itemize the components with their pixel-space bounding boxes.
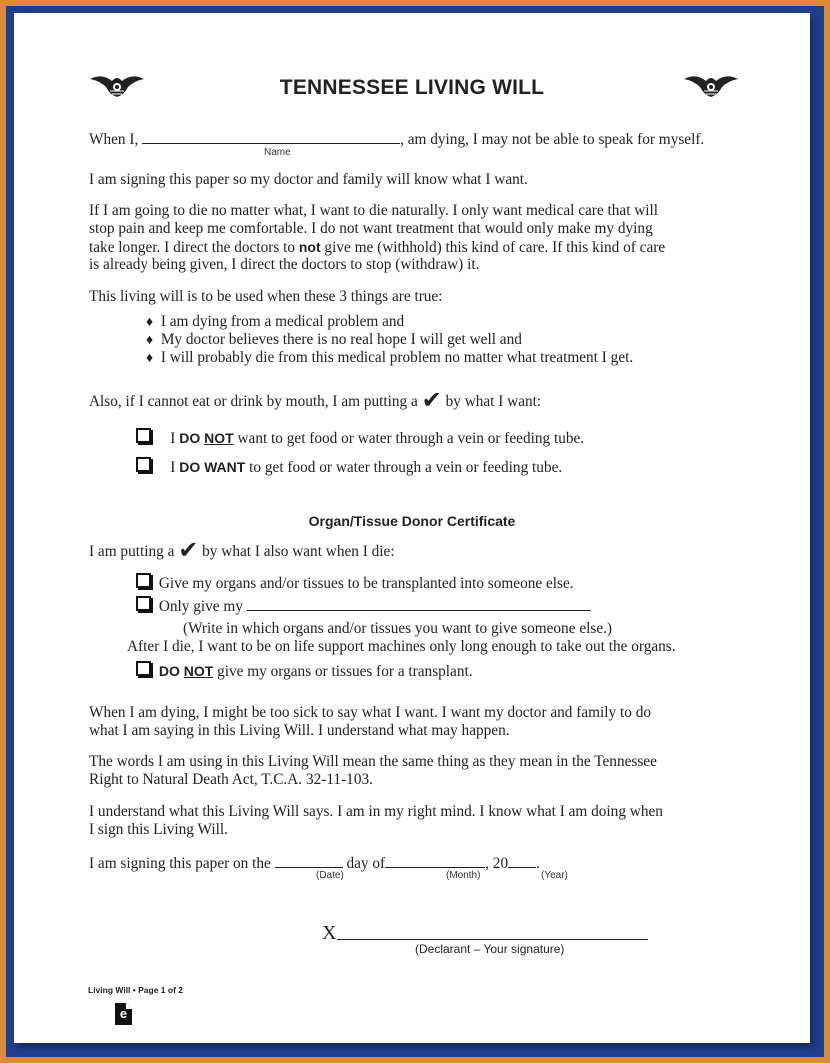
food-opt1-rest: want to get food or water through a vein or feeding tube. — [233, 430, 585, 447]
intro-dying: , am dying, I may not be able to speak for myself. — [400, 131, 705, 148]
checkbox-give-organs[interactable] — [136, 573, 151, 588]
checkmark-icon: ✔ — [178, 538, 199, 564]
signature-x: X — [322, 922, 337, 944]
donor-lead-pre: I am putting a — [89, 543, 179, 560]
condition-item — [146, 313, 404, 333]
do-emphasis: DO — [158, 663, 184, 679]
donor-lead — [89, 540, 395, 562]
food-lead-post: by what I want: — [441, 393, 542, 410]
checkbox-only-give[interactable] — [136, 596, 151, 611]
para-signing: I am signing this paper so my doctor and family will know what I want. — [89, 171, 528, 188]
donor-opt2-note: (Write in which organs and/or tissues you want to give someone else.) — [183, 620, 613, 637]
date-line-pre: I am signing this paper on the — [89, 855, 275, 872]
para-words-line2: Right to Natural Death Act, T.C.A. 32-11-103. — [89, 771, 373, 788]
para-die-line3-post: give me (withhold) this kind of care. If this kind of care — [320, 239, 666, 256]
date-line-year: , 20 — [485, 855, 509, 872]
name-caption: Name — [264, 147, 291, 158]
para-words-line1: The words I am using in this Living Will mean the same thing as they mean in the Tennessee — [89, 753, 657, 770]
condition-item — [146, 331, 522, 351]
donor-opt3-rest: give my organs or tissues for a transplant. — [213, 663, 473, 680]
checkbox-no-food[interactable] — [136, 428, 151, 443]
name-blank[interactable] — [142, 129, 400, 144]
para-die-line1: If I am going to die no matter what, I want to die naturally. I only want medical care that will — [89, 202, 659, 219]
diamond-bullet-icon: ♦ — [146, 351, 154, 366]
not-emphasis: NOT — [204, 430, 234, 446]
date-line-end: . — [536, 855, 540, 872]
page-title: TENNESSEE LIVING WILL — [279, 76, 545, 99]
not-emphasis: not — [298, 239, 321, 255]
food-lead-pre: Also, if I cannot eat or drink by mouth, I am putting a — [89, 393, 422, 410]
year-blank[interactable] — [508, 853, 536, 868]
para-sick-line1: When I am dying, I might be too sick to say what I want. I want my doctor and family to do — [89, 704, 652, 721]
food-option-want — [136, 457, 562, 478]
checkbox-want-food[interactable] — [136, 457, 151, 472]
month-caption: (Month) — [446, 870, 481, 881]
checkmark-icon: ✔ — [421, 388, 442, 414]
condition-text: My doctor believes there is no real hope I will get well and — [160, 331, 522, 348]
year-caption: (Year) — [541, 870, 568, 881]
condition-text: I am dying from a medical problem and — [160, 313, 405, 330]
diamond-bullet-icon: ♦ — [146, 315, 154, 330]
para-die-line3 — [89, 238, 665, 258]
footer-page-label: Living Will • Page 1 of 2 — [88, 985, 183, 995]
document-page — [14, 13, 810, 1043]
para-understand-line1: I understand what this Living Will says. I am in my right mind. I know what I am doing when — [89, 803, 663, 820]
month-blank[interactable] — [385, 853, 485, 868]
donor-option-only — [136, 596, 591, 617]
eforms-logo-icon — [115, 1003, 132, 1025]
diamond-bullet-icon: ♦ — [146, 333, 154, 348]
donor-after-die: After I die, I want to be on life support machines only long enough to take out the organs. — [127, 638, 676, 655]
para-die-line2: stop pain and keep me comfortable. I do not want treatment that would only make my dying — [89, 220, 653, 237]
date-caption: (Date) — [316, 870, 344, 881]
food-option-not — [136, 428, 584, 449]
para-die-line3-pre: take longer. I direct the doctors to — [89, 239, 299, 256]
date-line-dayof: day of — [342, 855, 386, 872]
food-opt1-i: I — [170, 430, 180, 447]
condition-text: I will probably die from this medical problem no matter what treatment I get. — [160, 349, 634, 366]
donor-heading: Organ/Tissue Donor Certificate — [308, 513, 516, 529]
signature-caption: (Declarant – Your signature) — [415, 942, 565, 956]
donor-opt1-text: Give my organs and/or tissues to be transplanted into someone else. — [158, 575, 574, 592]
checkbox-no-organs[interactable] — [136, 661, 151, 676]
day-blank[interactable] — [275, 853, 343, 868]
do-emphasis: DO — [179, 430, 205, 446]
conditions-lead: This living will is to be used when these 3 things are true: — [89, 288, 443, 305]
condition-item — [146, 349, 633, 369]
food-opt2-i: I — [170, 459, 180, 476]
intro-when: When I, — [89, 131, 143, 148]
para-sick-line2: what I am saying in this Living Will. I understand what may happen. — [89, 722, 510, 739]
donor-option-give — [136, 573, 574, 594]
do-want-emphasis: DO WANT — [179, 459, 246, 475]
organs-blank[interactable] — [247, 596, 591, 611]
donor-lead-post: by what I also want when I die: — [198, 543, 395, 560]
signature-line[interactable] — [337, 939, 648, 940]
logo-letter: e — [119, 1006, 128, 1021]
donor-option-not — [136, 661, 473, 682]
para-die-line4: is already being given, I direct the doctors to stop (withdraw) it. — [89, 256, 480, 273]
donor-opt2-text: Only give my — [158, 598, 247, 615]
para-understand-line2: I sign this Living Will. — [89, 821, 228, 838]
food-opt2-rest: to get food or water through a vein or feeding tube. — [245, 459, 563, 476]
intro-line — [89, 129, 704, 150]
food-lead — [89, 390, 541, 412]
not-emphasis: NOT — [183, 663, 214, 679]
